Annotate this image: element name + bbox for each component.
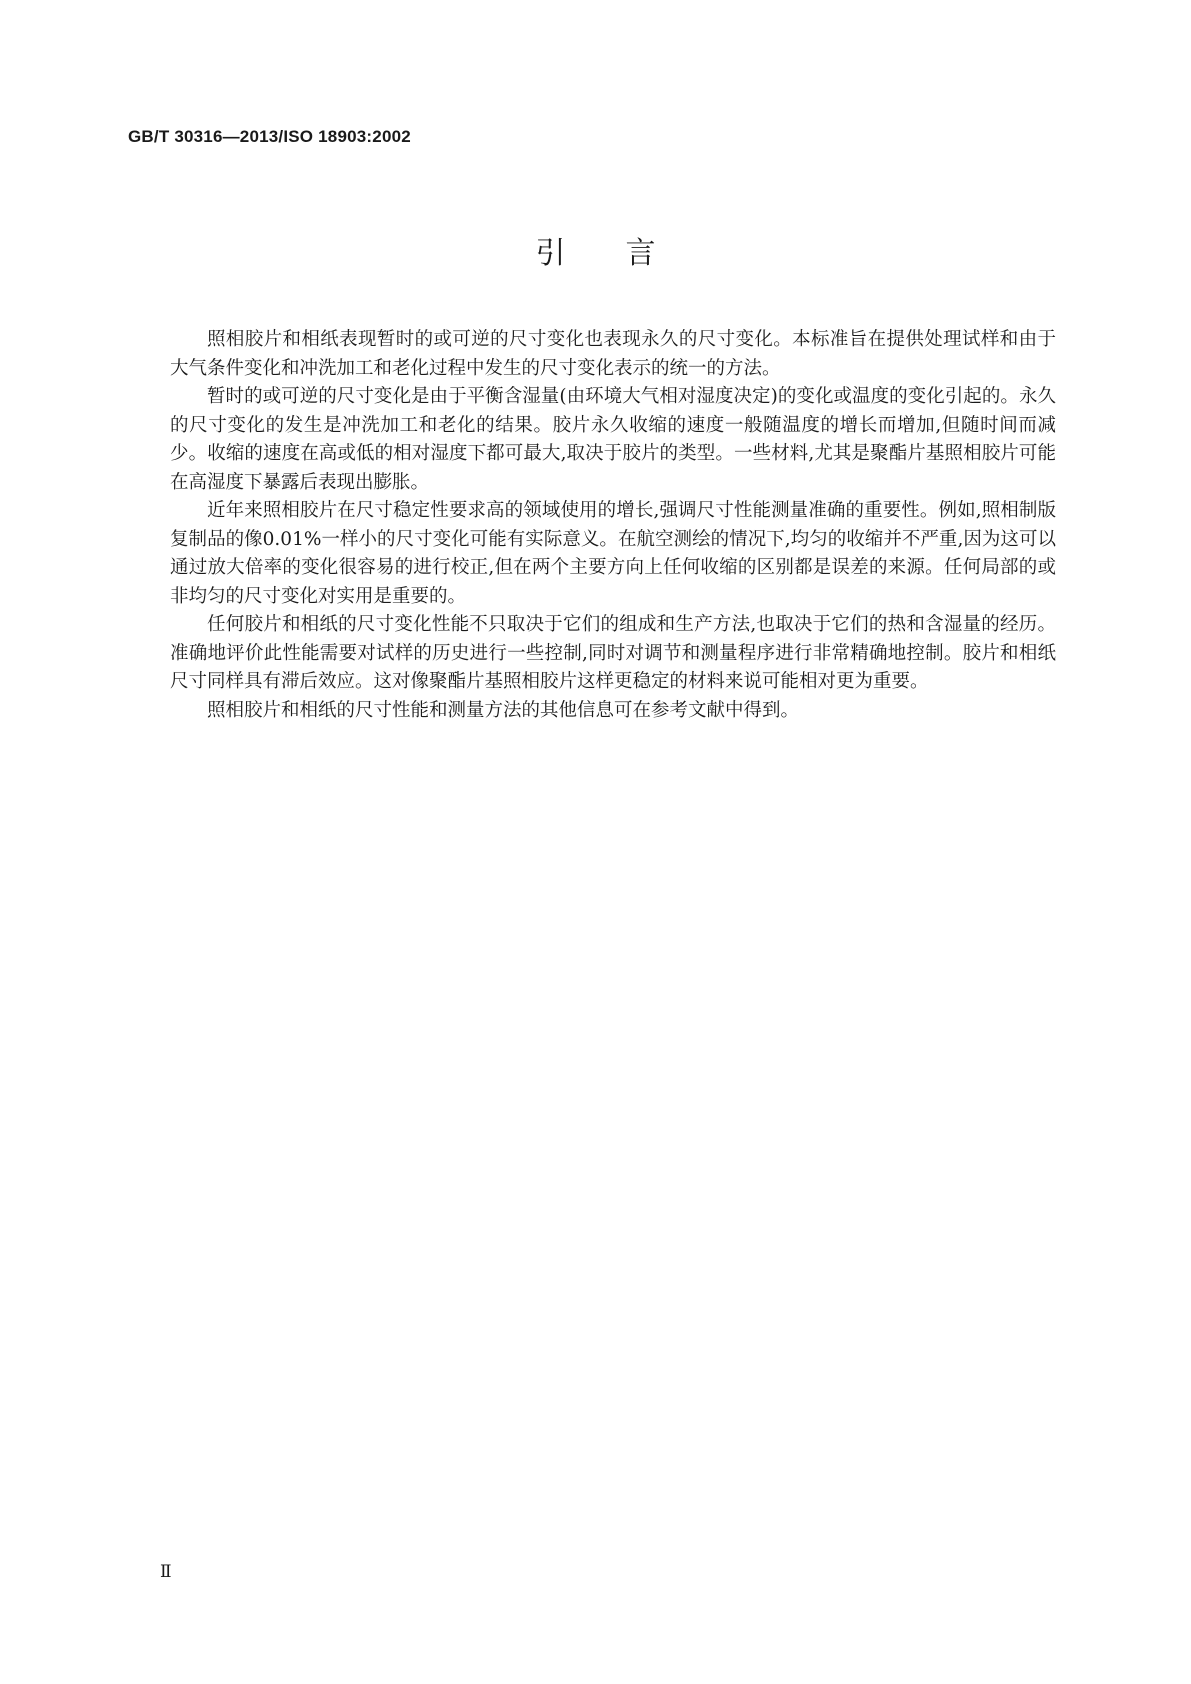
page-title: 引言 bbox=[535, 236, 716, 271]
paragraph: 照相胶片和相纸的尺寸性能和测量方法的其他信息可在参考文献中得到。 bbox=[207, 699, 800, 721]
paragraph: 近年来照相胶片在尺寸稳定性要求高的领域使用的增长,强调尺寸性能测量准确的重要性。例如,照相制版复制品的像0.01%一样小的尺寸变化可能有实际意义。在航空测绘的情况下,均匀的收缩并不严重,因为这可以通过放大倍率的变化很容易的进行校正,但在两个主要方向上任何收缩的区别都是误差的来源。任何局部的或非均匀的尺寸变化对实用是重要的。 bbox=[170, 500, 1056, 607]
paragraph: 任何胶片和相纸的尺寸变化性能不只取决于它们的组成和生产方法,也取决于它们的热和含湿量的经历。准确地评价此性能需要对试样的历史进行一些控制,同时对调节和测量程序进行非常精确地控制。胶片和相纸尺寸同样具有滞后效应。这对像聚酯片基照相胶片这样更稳定的材料来说可能相对更为重要。 bbox=[170, 614, 1056, 692]
standard-code-header bbox=[128, 127, 411, 147]
paragraph: 暂时的或可逆的尺寸变化是由于平衡含湿量(由环境大气相对湿度决定)的变化或温度的变化引起的。永久的尺寸变化的发生是冲洗加工和老化的结果。胶片永久收缩的速度一般随温度的增长而增加,但随时间而减少。收缩的速度在高或低的相对湿度下都可最大,取决于胶片的类型。一些材料,尤其是聚酯片基照相胶片可能在高湿度下暴露后表现出膨胀。 bbox=[170, 386, 1056, 493]
page-number: Ⅱ bbox=[160, 1562, 172, 1581]
standard-code: GB/T 30316—2013/ISO 18903:2002 bbox=[128, 127, 411, 146]
paragraph: 照相胶片和相纸表现暂时的或可逆的尺寸变化也表现永久的尺寸变化。本标准旨在提供处理试样和由于大气条件变化和冲洗加工和老化过程中发生的尺寸变化表示的统一的方法。 bbox=[170, 329, 1056, 379]
introduction-body bbox=[170, 326, 1056, 725]
